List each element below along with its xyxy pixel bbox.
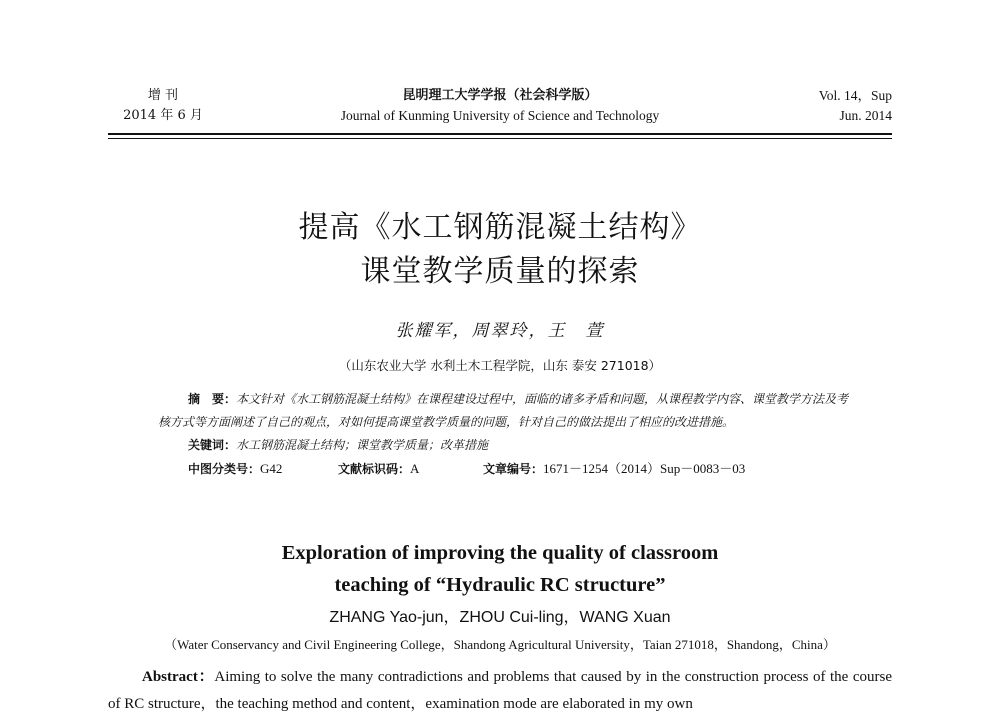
article-no-value: 1671－1254（2014）Sup－0083－03	[543, 461, 746, 476]
chinese-affiliation: （山东农业大学 水利土木工程学院，山东 泰安 271018）	[338, 358, 662, 373]
running-header-right	[752, 86, 892, 126]
header-rule-thick	[108, 133, 892, 135]
classification-line	[188, 457, 850, 481]
abstract-label-en: Abstract：	[142, 669, 215, 685]
running-header-center	[300, 86, 700, 126]
journal-name-en: Journal of Kunming University of Science and Technology	[340, 108, 660, 123]
english-title	[0, 537, 1000, 601]
header-rule-thin	[108, 138, 892, 139]
issue-date: 2014 年 6 月	[123, 108, 203, 123]
abstract-text-en: Aiming to solve the many contradictions and problems that caused by in the construction process of the course of RC structure，the teaching method and content，examination mode are elaborated in my own	[108, 669, 892, 712]
english-abstract	[108, 664, 892, 718]
journal-name-cn: 昆明理工大学学报（社会科学版）	[402, 88, 598, 103]
clc-label: 中图分类号：	[188, 462, 261, 476]
abstract-label-cn: 摘 要：	[188, 392, 237, 406]
chinese-abstract-block	[158, 388, 850, 481]
article-no-label: 文章编号：	[483, 462, 544, 476]
chinese-abstract	[158, 388, 850, 434]
keywords-text-cn: 水工钢筋混凝土结构；课堂教学质量；改革措施	[236, 438, 489, 452]
doc-code-value: A	[410, 461, 420, 476]
volume-date: Jun. 2014	[839, 108, 892, 123]
english-title-line1: Exploration of improving the quality of classroom	[281, 542, 719, 564]
doc-code-label: 文献标识码：	[338, 462, 411, 476]
chinese-title-line1: 提高《水工钢筋混凝土结构》	[298, 210, 702, 245]
chinese-title	[0, 206, 1000, 294]
keywords-label-cn: 关键词：	[188, 438, 237, 452]
chinese-keywords	[188, 434, 850, 457]
volume-info: Vol. 14，Sup	[818, 88, 892, 103]
chinese-authors: 张耀军，周翠玲，王 萱	[395, 321, 605, 341]
chinese-title-line2: 课堂教学质量的探索	[360, 254, 640, 289]
english-title-line2: teaching of “Hydraulic RC structure”	[334, 574, 666, 596]
issue-type: 增 刊	[147, 88, 179, 103]
english-affiliation: （Water Conservancy and Civil Engineering College，Shandong Agricultural University，Taian 271018，Shandong，China）	[164, 637, 836, 652]
running-header-left	[108, 86, 218, 126]
english-authors: ZHANG Yao-jun，ZHOU Cui-ling，WANG Xuan	[329, 609, 671, 626]
abstract-text-cn: 本文针对《水工钢筋混凝土结构》在课程建设过程中，面临的诸多矛盾和问题，从课程教学内容、课堂教学方法及考核方式等方面阐述了自己的观点，对如何提高课堂教学质量的问题，针对自己的做法提出了相应的改进措施。	[158, 392, 849, 429]
clc-value: G42	[260, 461, 283, 476]
